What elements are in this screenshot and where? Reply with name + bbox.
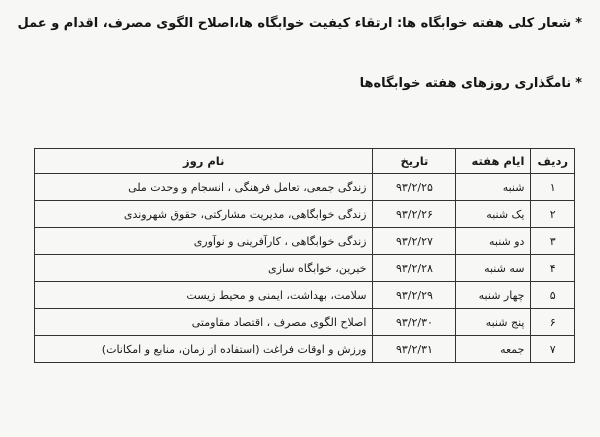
header-row-number: ردیف [531, 149, 575, 174]
cell-weekday: پنج شنبه [456, 309, 531, 336]
cell-weekday: سه شنبه [456, 255, 531, 282]
slogan-text: شعار کلی هفته خوابگاه ها: ارتقاء کیفیت خوابگاه ها،اصلاح الگوی مصرف، اقدام و عمل [17, 16, 572, 31]
cell-day-name: خیرین، خوابگاه سازی [35, 255, 373, 282]
cell-weekday: جمعه [456, 336, 531, 363]
header-date: تاریخ [373, 149, 456, 174]
cell-weekday: شنبه [456, 174, 531, 201]
table-row [35, 174, 575, 201]
week-days-table [34, 148, 575, 363]
table-row [35, 309, 575, 336]
cell-row-number: ۶ [531, 309, 575, 336]
cell-row-number: ۵ [531, 282, 575, 309]
table-header-row [35, 149, 575, 174]
cell-day-name: زندگی جمعی، تعامل فرهنگی ، انسجام و وحدت ملی [35, 174, 373, 201]
cell-date: ۹۳/۲/۲۸ [373, 255, 456, 282]
cell-date: ۹۳/۲/۲۹ [373, 282, 456, 309]
cell-row-number: ۱ [531, 174, 575, 201]
cell-date: ۹۳/۲/۲۷ [373, 228, 456, 255]
header-day-name: نام روز [35, 149, 373, 174]
table-row [35, 255, 575, 282]
table-row [35, 282, 575, 309]
cell-row-number: ۲ [531, 201, 575, 228]
cell-day-name: اصلاح الگوی مصرف ، اقتصاد مقاومتی [35, 309, 373, 336]
cell-day-name: زندگی خوابگاهی، مدیریت مشارکتی، حقوق شهروندی [35, 201, 373, 228]
cell-row-number: ۴ [531, 255, 575, 282]
naming-heading [360, 76, 582, 91]
cell-date: ۹۳/۲/۲۶ [373, 201, 456, 228]
bullet-icon: * [575, 16, 582, 31]
cell-date: ۹۳/۲/۲۵ [373, 174, 456, 201]
slogan-heading [17, 16, 582, 31]
cell-day-name: ورزش و اوقات فراغت (استفاده از زمان، منابع و امکانات) [35, 336, 373, 363]
cell-weekday: یک شنبه [456, 201, 531, 228]
table-row [35, 228, 575, 255]
cell-weekday: چهار شنبه [456, 282, 531, 309]
cell-day-name: سلامت، بهداشت، ایمنی و محیط زیست [35, 282, 373, 309]
header-weekday: ایام هفته [456, 149, 531, 174]
cell-date: ۹۳/۲/۳۰ [373, 309, 456, 336]
naming-text: نامگذاری روزهای هفته خوابگاه‌ها [359, 76, 572, 91]
table-row [35, 201, 575, 228]
cell-day-name: زندگی خوابگاهی ، کارآفرینی و نوآوری [35, 228, 373, 255]
cell-date: ۹۳/۲/۳۱ [373, 336, 456, 363]
cell-row-number: ۷ [531, 336, 575, 363]
table-row [35, 336, 575, 363]
cell-row-number: ۳ [531, 228, 575, 255]
cell-weekday: دو شنبه [456, 228, 531, 255]
bullet-icon: * [575, 76, 582, 91]
